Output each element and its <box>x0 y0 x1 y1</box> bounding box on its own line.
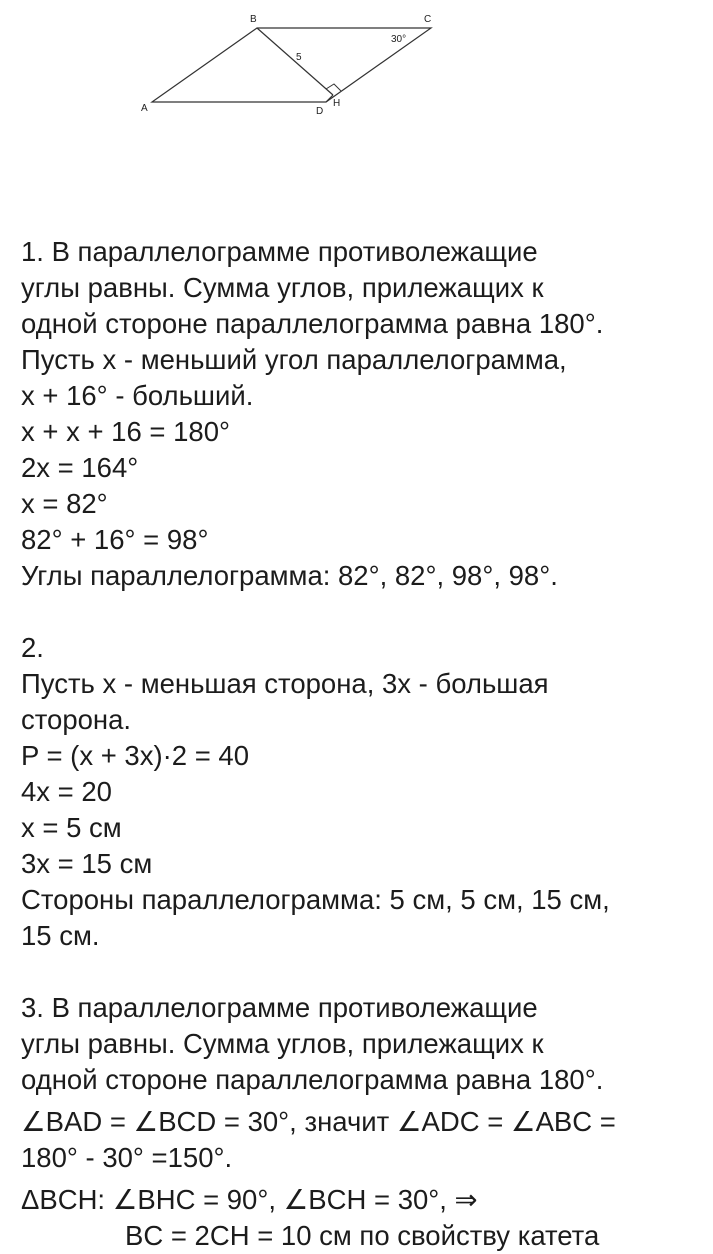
text-line: углы равны. Сумма углов, прилежащих к <box>21 272 544 303</box>
solution-3 <box>21 990 701 1254</box>
text-line: х + 16° - больший. <box>21 380 254 411</box>
text-line: 3. В параллелограмме противолежащие <box>21 992 538 1023</box>
text-line: х = 82° <box>21 488 108 519</box>
text-line: сторона. <box>21 704 132 735</box>
text-line: 2х = 164° <box>21 452 139 483</box>
label-d: D <box>316 106 324 117</box>
text-line: 180° - 30° =150°. <box>21 1142 233 1173</box>
solution-1 <box>21 234 701 594</box>
parallelogram-diagram <box>0 0 713 130</box>
text-line: Углы параллелограмма: 82°, 82°, 98°, 98°. <box>21 560 558 591</box>
segment-bh <box>257 28 333 95</box>
text-line: ∠BAD = ∠BCD = 30°, значит ∠ADC = ∠ABC = <box>21 1106 616 1137</box>
parallelogram-abcd <box>152 28 431 102</box>
label-bh-length: 5 <box>296 52 302 63</box>
label-h: H <box>333 98 341 109</box>
parallelogram-figure <box>0 0 713 130</box>
text-line: P = (х + 3х)·2 = 40 <box>21 740 250 771</box>
label-b: B <box>250 14 257 25</box>
text-line: 2. <box>21 632 44 663</box>
text-line: Пусть х - меньшая сторона, 3х - большая <box>21 668 549 699</box>
solution-text <box>21 234 701 1254</box>
text-line: х = 5 см <box>21 812 122 843</box>
text-line: одной стороне параллелограмма равна 180°. <box>21 308 604 339</box>
text-line: 1. В параллелограмме противолежащие <box>21 236 538 267</box>
right-angle-mark <box>326 84 341 91</box>
paragraph-gap <box>21 594 701 630</box>
text-line: углы равны. Сумма углов, прилежащих к <box>21 1028 544 1059</box>
text-line: х + х + 16 = 180° <box>21 416 230 447</box>
text-line: одной стороне параллелограмма равна 180°. <box>21 1064 604 1095</box>
text-line: 82° + 16° = 98° <box>21 524 209 555</box>
label-a: A <box>141 103 148 114</box>
text-line: ΔBCH: ∠BHC = 90°, ∠BCH = 30°, ⇒ <box>21 1184 478 1215</box>
text-line: BC = 2CH = 10 см по свойству катета <box>125 1220 600 1251</box>
text-line: Пусть х - меньший угол параллелограмма, <box>21 344 567 375</box>
label-angle-c: 30° <box>391 34 407 45</box>
label-c: C <box>424 14 432 25</box>
text-line: Стороны параллелограмма: 5 см, 5 см, 15 см, <box>21 884 610 915</box>
paragraph-gap <box>21 954 701 990</box>
text-line: 3х = 15 см <box>21 848 153 879</box>
solution-2 <box>21 630 701 954</box>
text-line: 15 см. <box>21 920 100 951</box>
text-line: 4х = 20 <box>21 776 112 807</box>
